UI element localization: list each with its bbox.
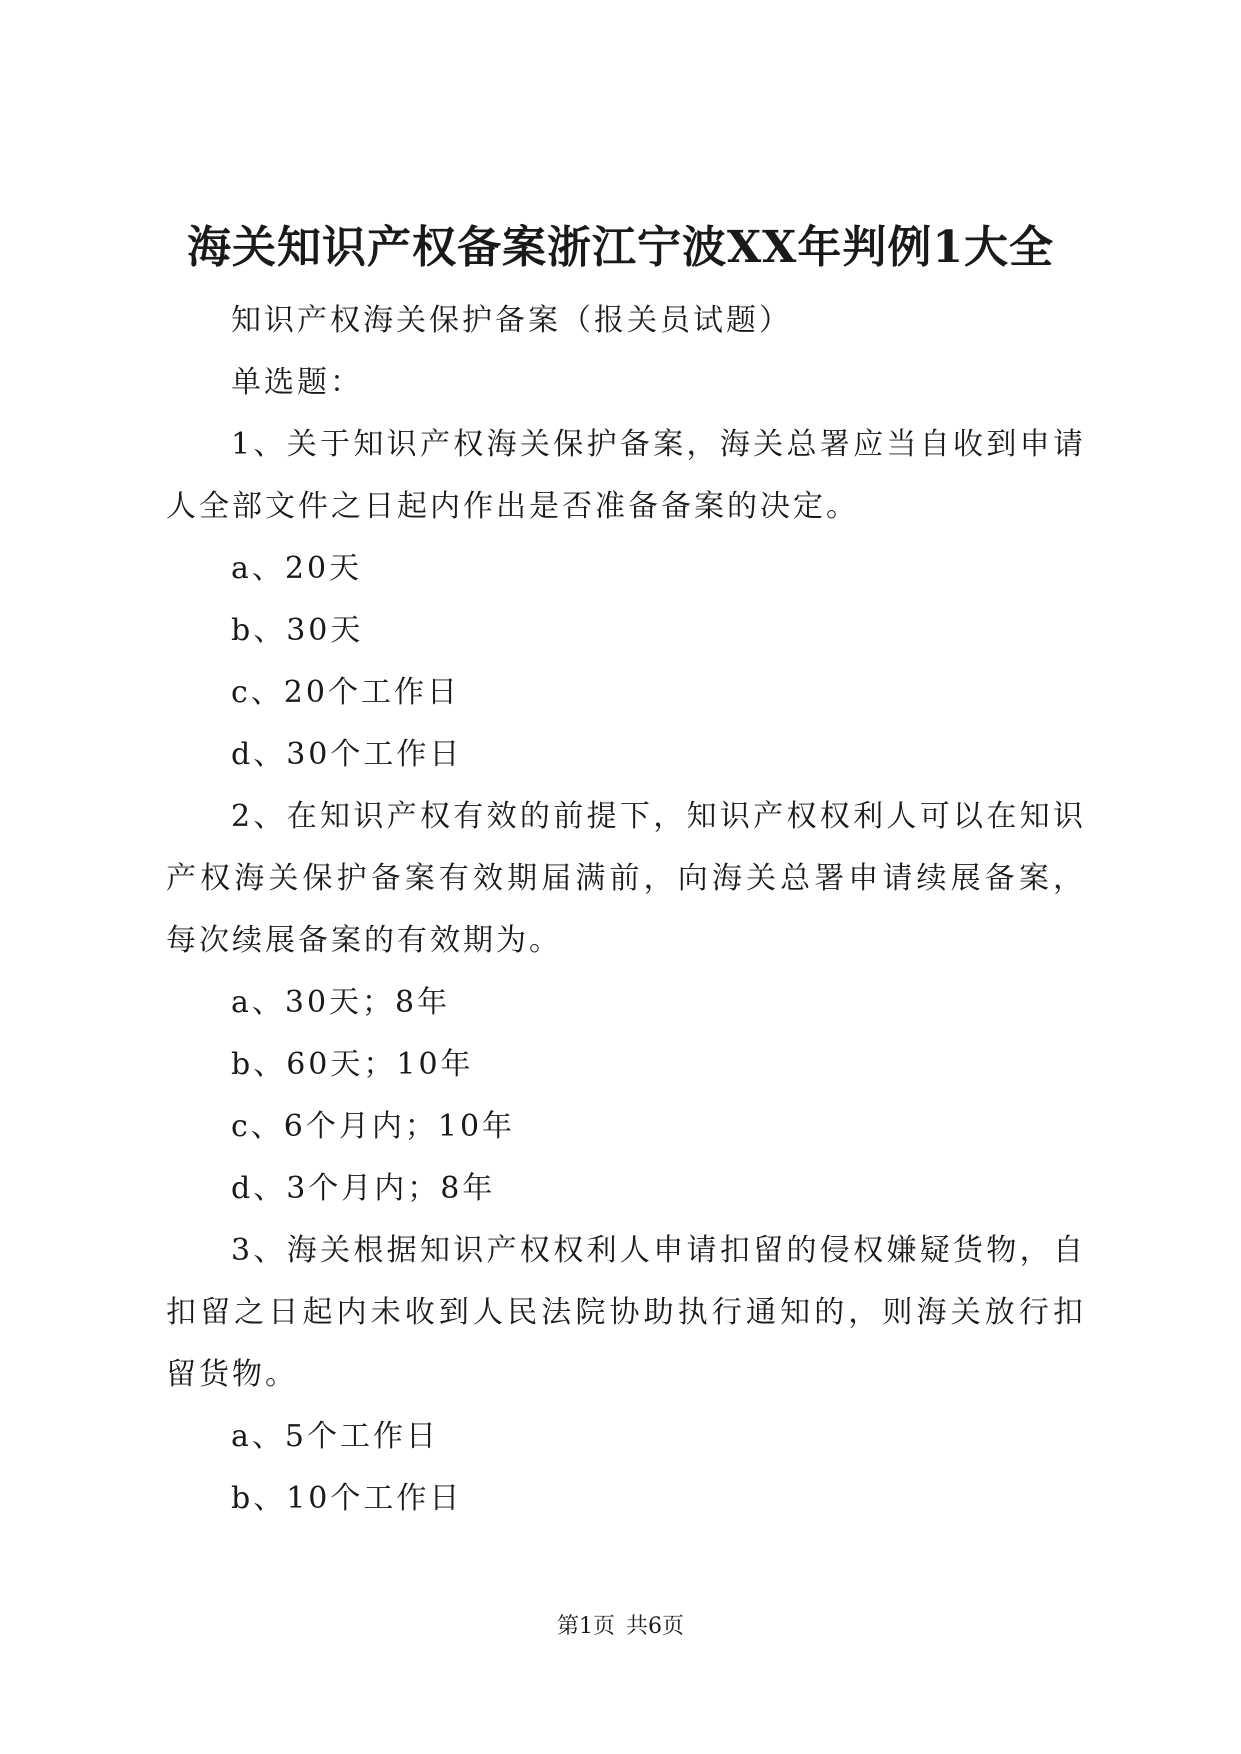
document-title: 海关知识产权备案浙江宁波XX年判例1大全: [187, 222, 1054, 273]
document-body: [166, 290, 1086, 1530]
section-heading: 单选题：: [231, 365, 363, 400]
option-1d: d、30个工作日: [231, 737, 463, 772]
option-1a: a、20天: [231, 551, 363, 586]
option-1c: c、20个工作日: [231, 675, 460, 710]
page-number: 第1页: [557, 1614, 615, 1639]
question-1: 1、关于知识产权海关保护备案，海关总署应当自收到申请人全部文件之日起内作出是否准备备案的决定。: [166, 427, 1086, 524]
option-2b: b、60天；10年: [231, 1047, 474, 1082]
page-total: 共6页: [626, 1614, 684, 1639]
page-footer: [0, 1612, 1241, 1642]
option-3b: b、10个工作日: [231, 1481, 463, 1516]
option-1b: b、30天: [231, 613, 364, 648]
option-2d: d、3个月内；8年: [231, 1171, 496, 1206]
option-2c: c、6个月内；10年: [231, 1109, 516, 1144]
subtitle-paragraph: 知识产权海关保护备案（报关员试题）: [231, 303, 792, 338]
option-3a: a、5个工作日: [231, 1419, 439, 1454]
option-2a: a、30天；8年: [231, 985, 451, 1020]
question-3: 3、海关根据知识产权权利人申请扣留的侵权嫌疑货物，自扣留之日起内未收到人民法院协助执行通知的，则海关放行扣留货物。: [166, 1233, 1086, 1392]
question-2: 2、在知识产权有效的前提下，知识产权权利人可以在知识产权海关保护备案有效期届满前，向海关总署申请续展备案，每次续展备案的有效期为。: [166, 799, 1086, 958]
